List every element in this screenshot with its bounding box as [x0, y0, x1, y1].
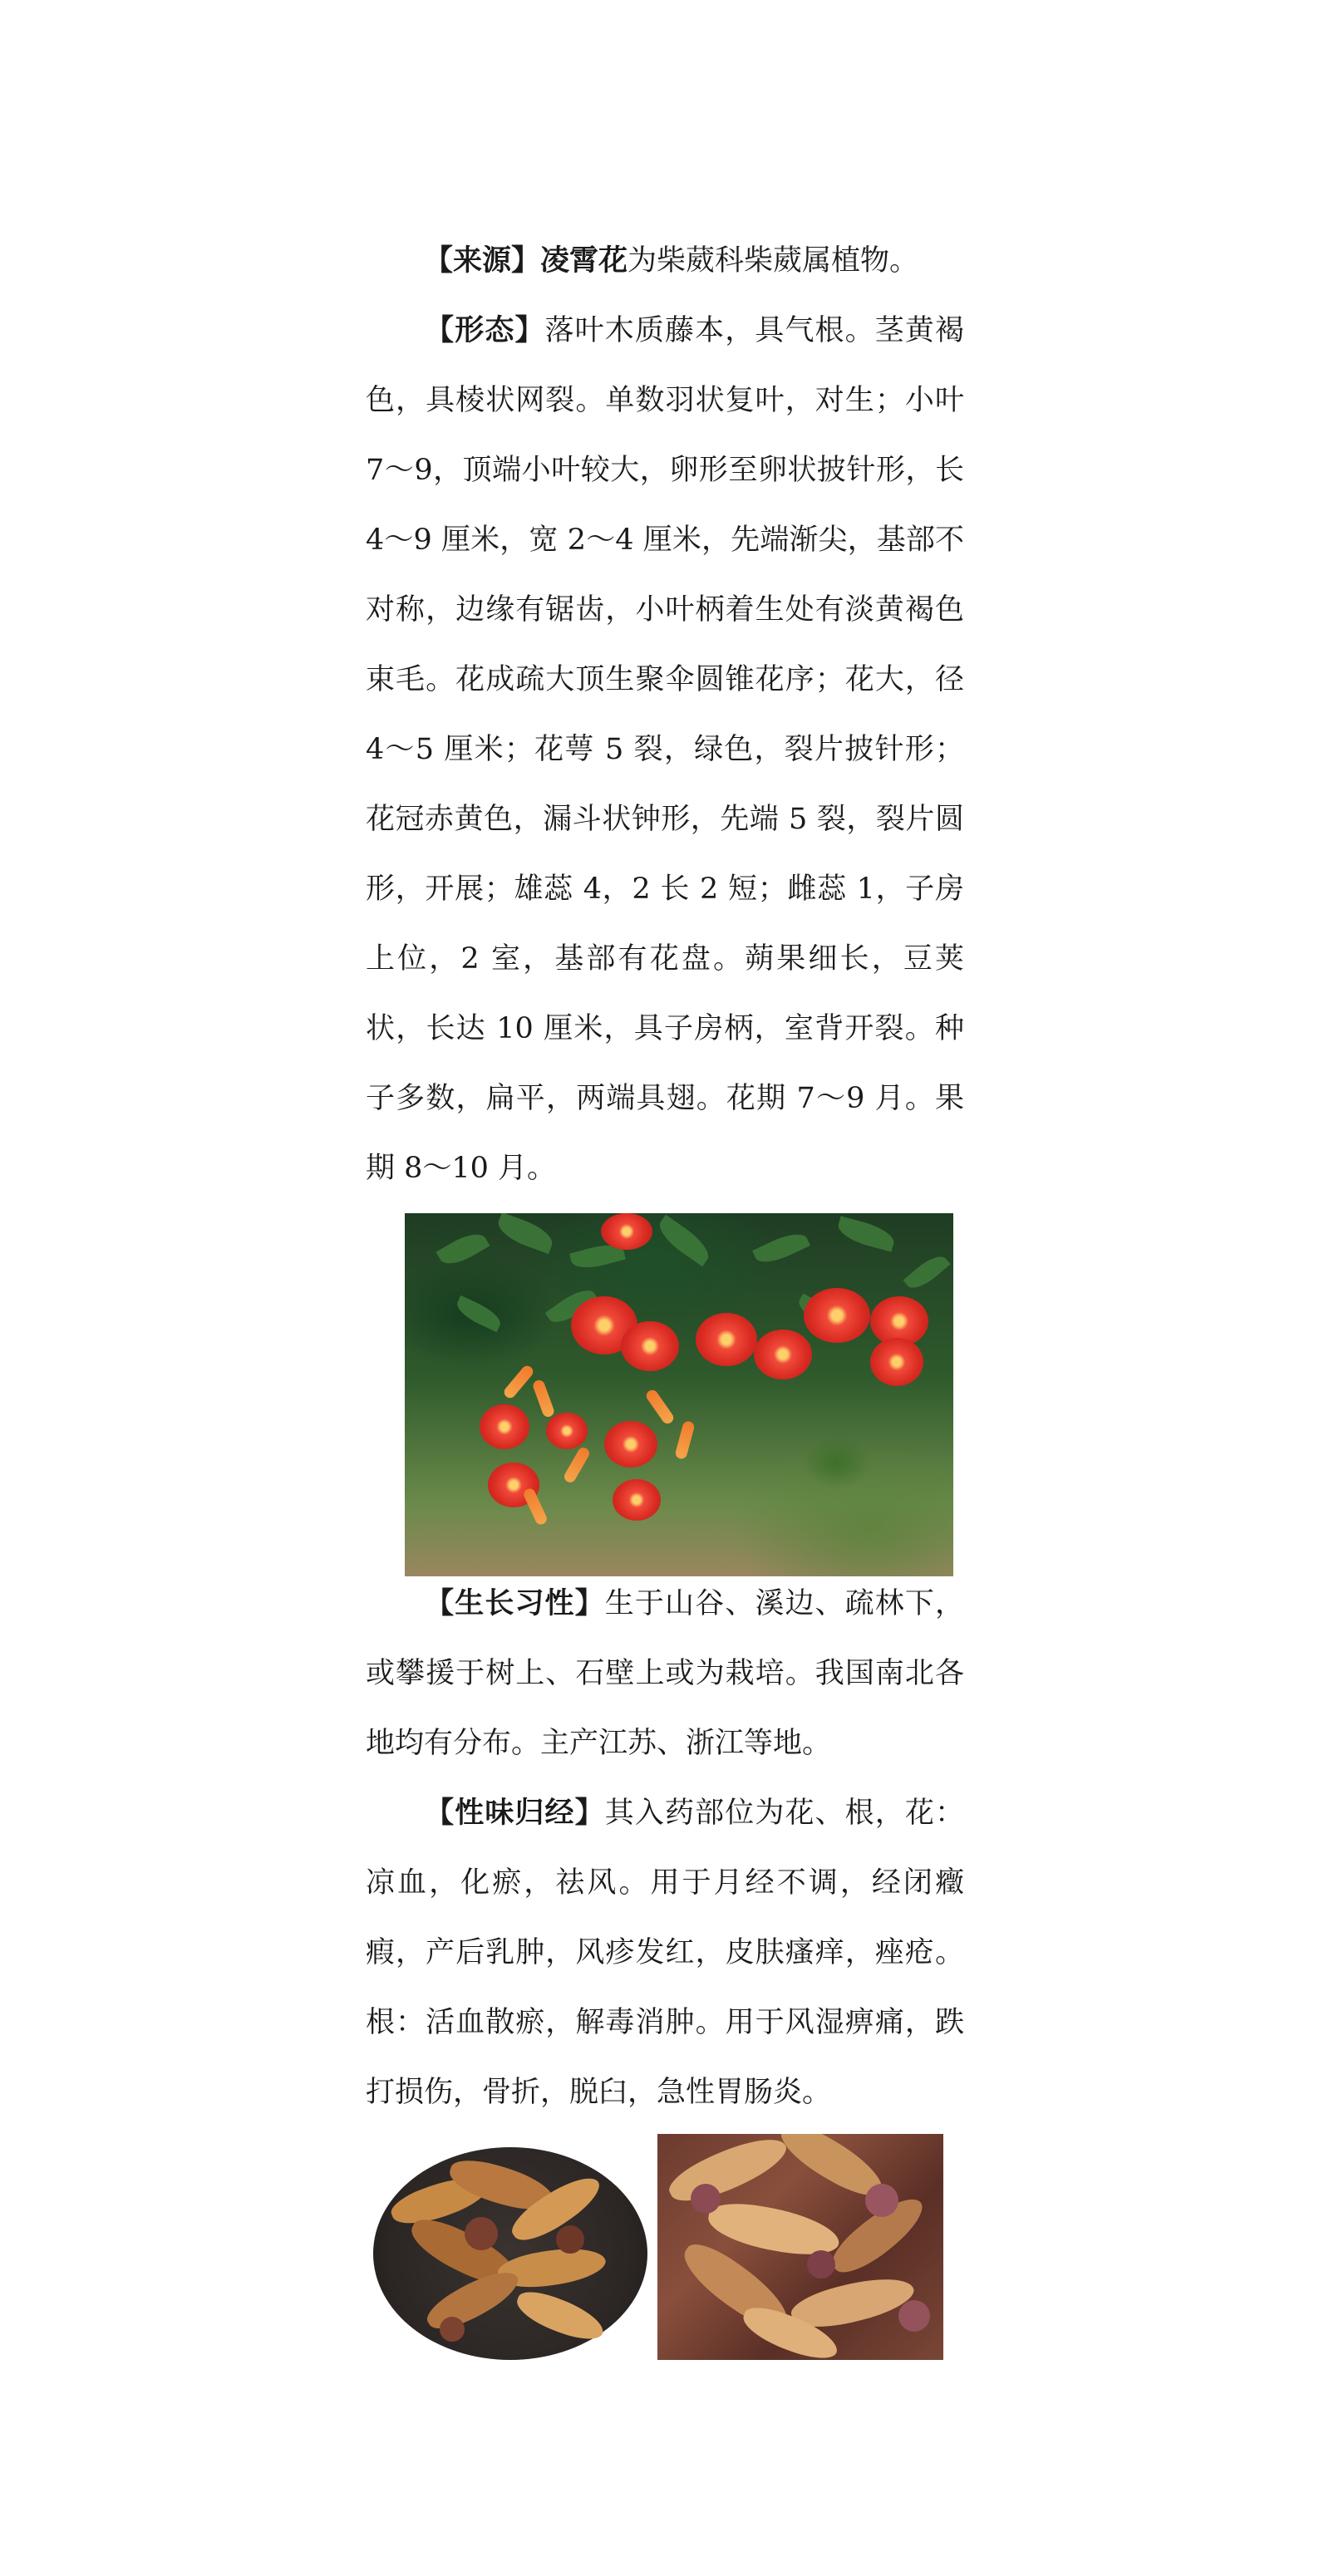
dried-flower-photo-closeup: [657, 2134, 943, 2360]
nature-paragraph: [366, 1778, 964, 2127]
flower-photo: [405, 1213, 953, 1576]
habitat-text: 生于山谷、溪边、疏林下，或攀援于树上、石壁上或为栽培。我国南北各地均有分布。主产江苏、浙江等地。: [366, 1587, 964, 1760]
habitat-heading: 【生长习性】: [424, 1586, 605, 1620]
source-paragraph: [366, 226, 964, 296]
morphology-text: 落叶木质藤本，具气根。茎黄褐色，具棱状网裂。单数羽状复叶，对生；小叶 7～9，顶端小叶较大，卵形至卵状披针形，长 4～9 厘米，宽 2～4 厘米，先端渐尖，基部不对称，边缘有锯齿，小叶柄着生处有淡黄褐色束毛。花成疏大顶生聚伞圆锥花序；花大，径 4～5 厘米；花萼 5 裂，绿色，裂片披针形；花冠赤黄色，漏斗状钟形，先端 5 裂，裂片圆形，开展；雄蕊 4，2 长 2 短；雌蕊 1，子房上位，2 室，基部有花盘。蒴果细长，豆荚状，长达 10 厘米，具子房柄，室背开裂。种子多数，扁平，两端具翅。花期 7～9 月。果期 8～10 月。: [366, 314, 964, 1185]
dried-flower-photo-plate: [373, 2134, 656, 2360]
plant-name: 凌霄花: [540, 243, 628, 278]
morphology-heading: 【形态】: [424, 313, 545, 347]
habitat-paragraph: [366, 1569, 964, 1778]
nature-heading: 【性味归经】: [424, 1796, 605, 1830]
source-text: 为柴葳科柴葳属植物。: [628, 244, 919, 278]
morphology-paragraph: [366, 296, 964, 1203]
source-heading: 【来源】: [424, 243, 541, 278]
nature-text: 其入药部位为花、根，花：凉血，化瘀，祛风。用于月经不调，经闭癥瘕，产后乳肿，风疹发红，皮肤瘙痒，痤疮。根：活血散瘀，解毒消肿。用于风湿痹痛，跌打损伤，骨折，脱臼，急性胃肠炎。: [366, 1797, 964, 2109]
